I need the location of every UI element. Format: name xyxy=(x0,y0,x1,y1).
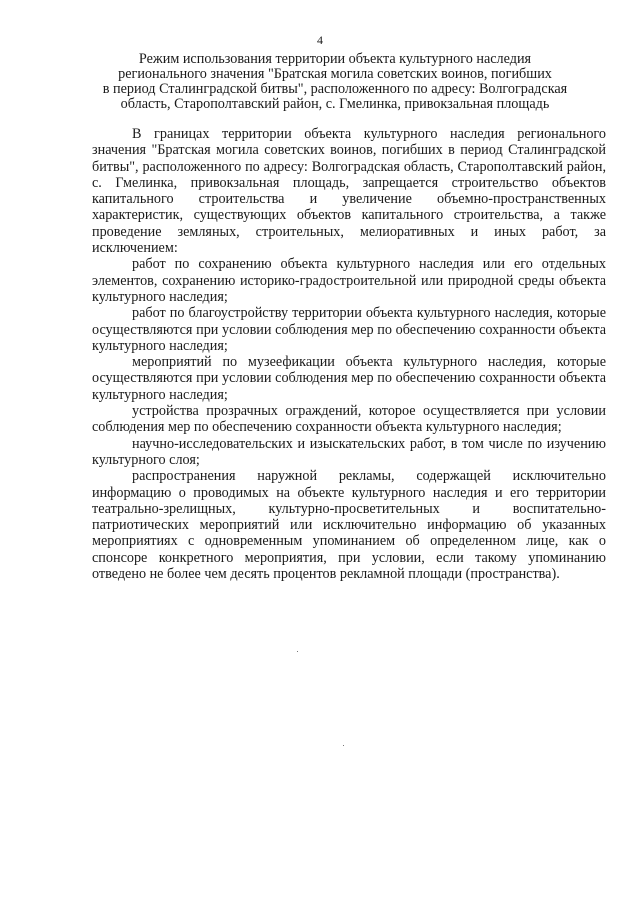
exception-item: мероприятий по музеефикации объекта культурного наследия, которые осуществляются при условии соблюдения мер по обеспечению сохранности объекта культурного наследия; xyxy=(92,354,606,403)
heading-line: область, Старополтавский район, с. Гмелинка, привокзальная площадь xyxy=(120,96,550,112)
document-body xyxy=(92,126,606,582)
document-heading xyxy=(96,52,574,112)
scan-speck xyxy=(343,745,344,746)
exception-item: устройства прозрачных ограждений, которое осуществляется при условии соблюдения мер по обеспечению сохранности объекта культурного наследия; xyxy=(92,403,606,436)
exception-item: распространения наружной рекламы, содержащей исключительно информацию о проводимых на объекте культурного наследия и его территории театрально-зрелищных, культурно-просветительных и воспитательно-патриотических мероприятий или исключительно информацию об указанных мероприятиях с одновременным упоминанием об определенном лице, как о спонсоре конкретного мероприятия, при условии, если такому упоминанию отведено не более чем десять процентов рекламной площади (пространства). xyxy=(92,468,606,583)
exception-item: научно-исследовательских и изыскательских работ, в том числе по изучению культурного слоя; xyxy=(92,435,606,468)
heading-line: в период Сталинградской битвы", расположенного по адресу: Волгоградская xyxy=(102,81,568,97)
exception-item: работ по сохранению объекта культурного наследия или его отдельных элементов, сохранению историко-градостроительной или природной среды объекта культурного наследия; xyxy=(92,256,606,305)
exception-item: работ по благоустройству территории объекта культурного наследия, которые осуществляются при условии соблюдения мер по обеспечению сохранности объекта культурного наследия; xyxy=(92,305,606,354)
intro-paragraph: В границах территории объекта культурного наследия регионального значения "Братская могила советских воинов, погибших в период Сталинградской битвы", расположенного по адресу: Волгоградская область, Старополтавский район, с. Гмелинка, привокзальная площадь, запрещается строительство объектов капитального строительства и увеличение объемно-пространственных характеристик, существующих объектов капитального строительства, а также проведение земляных, строительных, мелиоративных и иных работ, за исключением: xyxy=(92,126,606,257)
heading-line: Режим использования территории объекта культурного наследия xyxy=(138,51,532,67)
scan-speck xyxy=(297,651,298,652)
heading-line: регионального значения "Братская могила советских воинов, погибших xyxy=(118,66,552,82)
page-number: 4 xyxy=(317,33,323,47)
